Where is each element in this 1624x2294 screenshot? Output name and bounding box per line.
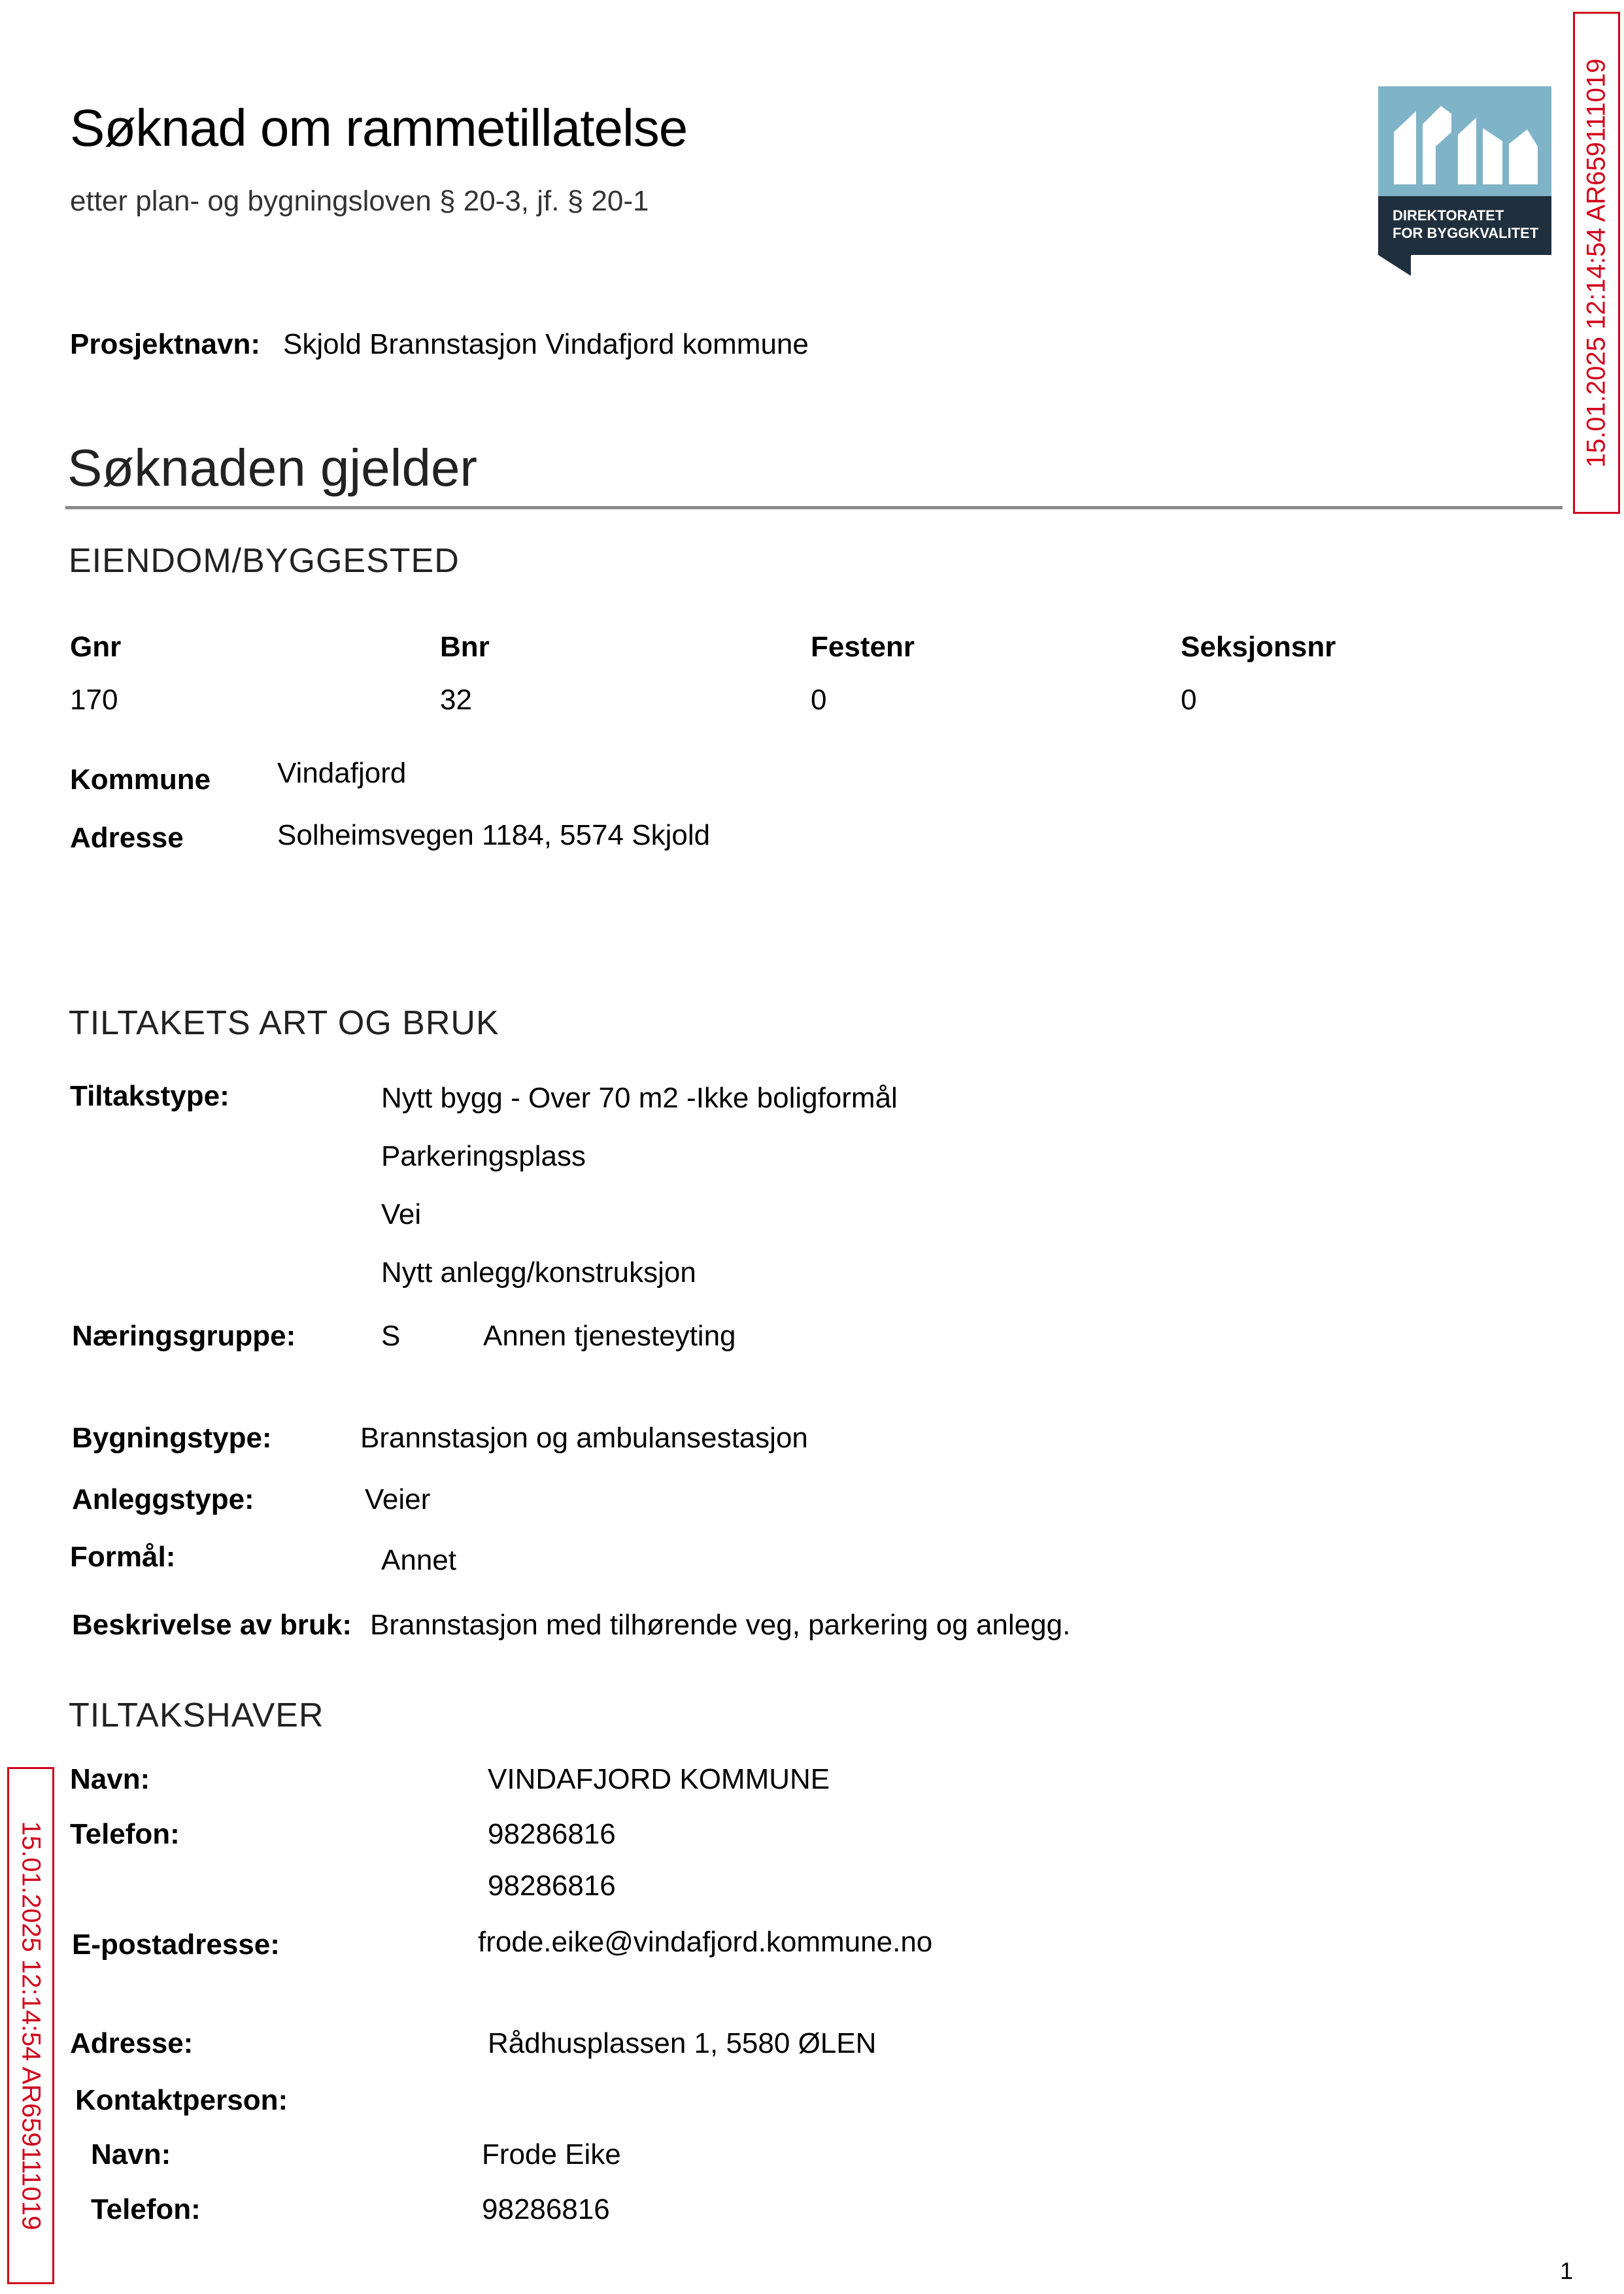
owner-telefon-label: Telefon:: [70, 1818, 180, 1850]
tiltakstype-item: Nytt anlegg/konstruksjon: [381, 1257, 696, 1289]
adresse-value: Solheimsvegen 1184, 5574 Skjold: [277, 819, 711, 851]
formal-value: Annet: [381, 1544, 456, 1576]
seksjonsnr-value: 0: [1181, 684, 1197, 716]
festenr-value: 0: [811, 684, 827, 716]
timestamp-stamp-top: 15.01.2025 12:14:54 AR659111019: [1573, 12, 1620, 514]
document-subtitle: etter plan- og bygningsloven § 20-3, jf. § 20-1: [70, 185, 649, 217]
timestamp-stamp-bottom: 15.01.2025 12:14:54 AR659111019: [7, 1767, 54, 2284]
tiltakstype-label: Tiltakstype:: [70, 1080, 229, 1112]
bygningstype-label: Bygningstype:: [72, 1422, 272, 1454]
kommune-value: Vindafjord: [277, 757, 407, 789]
owner-navn-label: Navn:: [70, 1763, 150, 1795]
anleggstype-label: Anleggstype:: [72, 1483, 254, 1515]
owner-epost-label: E-postadresse:: [72, 1929, 280, 1961]
tiltakstype-item: Parkeringsplass: [381, 1140, 586, 1172]
beskrivelse-value: Brannstasjon med tilhørende veg, parkering og anlegg.: [370, 1609, 1071, 1641]
adresse-label: Adresse: [70, 822, 184, 854]
contact-navn-value: Frode Eike: [482, 2138, 621, 2170]
page-number: 1: [1560, 2257, 1574, 2284]
main-heading: Søknaden gjelder: [67, 439, 478, 497]
contact-person-label: Kontaktperson:: [75, 2084, 288, 2116]
naeringsgruppe-label: Næringsgruppe:: [72, 1320, 296, 1352]
bnr-value: 32: [440, 684, 472, 716]
contact-navn-label: Navn:: [91, 2138, 171, 2170]
owner-adresse-value: Rådhusplassen 1, 5580 ØLEN: [488, 2027, 877, 2059]
owner-adresse-label: Adresse:: [70, 2027, 194, 2059]
document-title: Søknad om rammetillatelse: [70, 99, 688, 157]
owner-telefon-value: 98286816: [488, 1870, 616, 1902]
bnr-label: Bnr: [440, 631, 490, 663]
gnr-label: Gnr: [70, 631, 122, 663]
owner-navn-value: VINDAFJORD KOMMUNE: [488, 1763, 830, 1795]
dibk-logo: [1378, 86, 1551, 276]
owner-epost-value: frode.eike@vindafjord.kommune.no: [478, 1926, 933, 1958]
naeringsgruppe-code: S: [381, 1320, 401, 1352]
festenr-label: Festenr: [811, 631, 915, 663]
measure-heading: TILTAKETS ART OG BRUK: [69, 1004, 499, 1042]
property-heading: EIENDOM/BYGGESTED: [69, 542, 460, 580]
formal-label: Formål:: [70, 1541, 176, 1573]
naeringsgruppe-name: Annen tjenesteyting: [483, 1320, 736, 1352]
tiltakstype-item: Vei: [381, 1198, 422, 1230]
owner-telefon-value: 98286816: [488, 1818, 616, 1850]
seksjonsnr-label: Seksjonsnr: [1181, 631, 1336, 663]
bygningstype-value: Brannstasjon og ambulansestasjon: [360, 1422, 808, 1454]
kommune-label: Kommune: [70, 764, 211, 796]
beskrivelse-label: Beskrivelse av bruk:: [72, 1609, 352, 1641]
logo-text-line2: FOR BYGGKVALITET: [1393, 225, 1539, 241]
logo-text-line1: DIREKTORATET: [1393, 207, 1504, 224]
tiltakstype-item: Nytt bygg - Over 70 m2 -Ikke boligformål: [381, 1082, 898, 1114]
owner-heading: TILTAKSHAVER: [69, 1696, 324, 1734]
project-name: Skjold Brannstasjon Vindafjord kommune: [283, 328, 809, 360]
contact-telefon-label: Telefon:: [91, 2193, 201, 2225]
gnr-value: 170: [70, 684, 118, 716]
contact-telefon-value: 98286816: [482, 2193, 610, 2225]
anleggstype-value: Veier: [365, 1483, 431, 1515]
project-label: Prosjektnavn:: [70, 328, 260, 360]
heading-divider: [65, 506, 1563, 509]
